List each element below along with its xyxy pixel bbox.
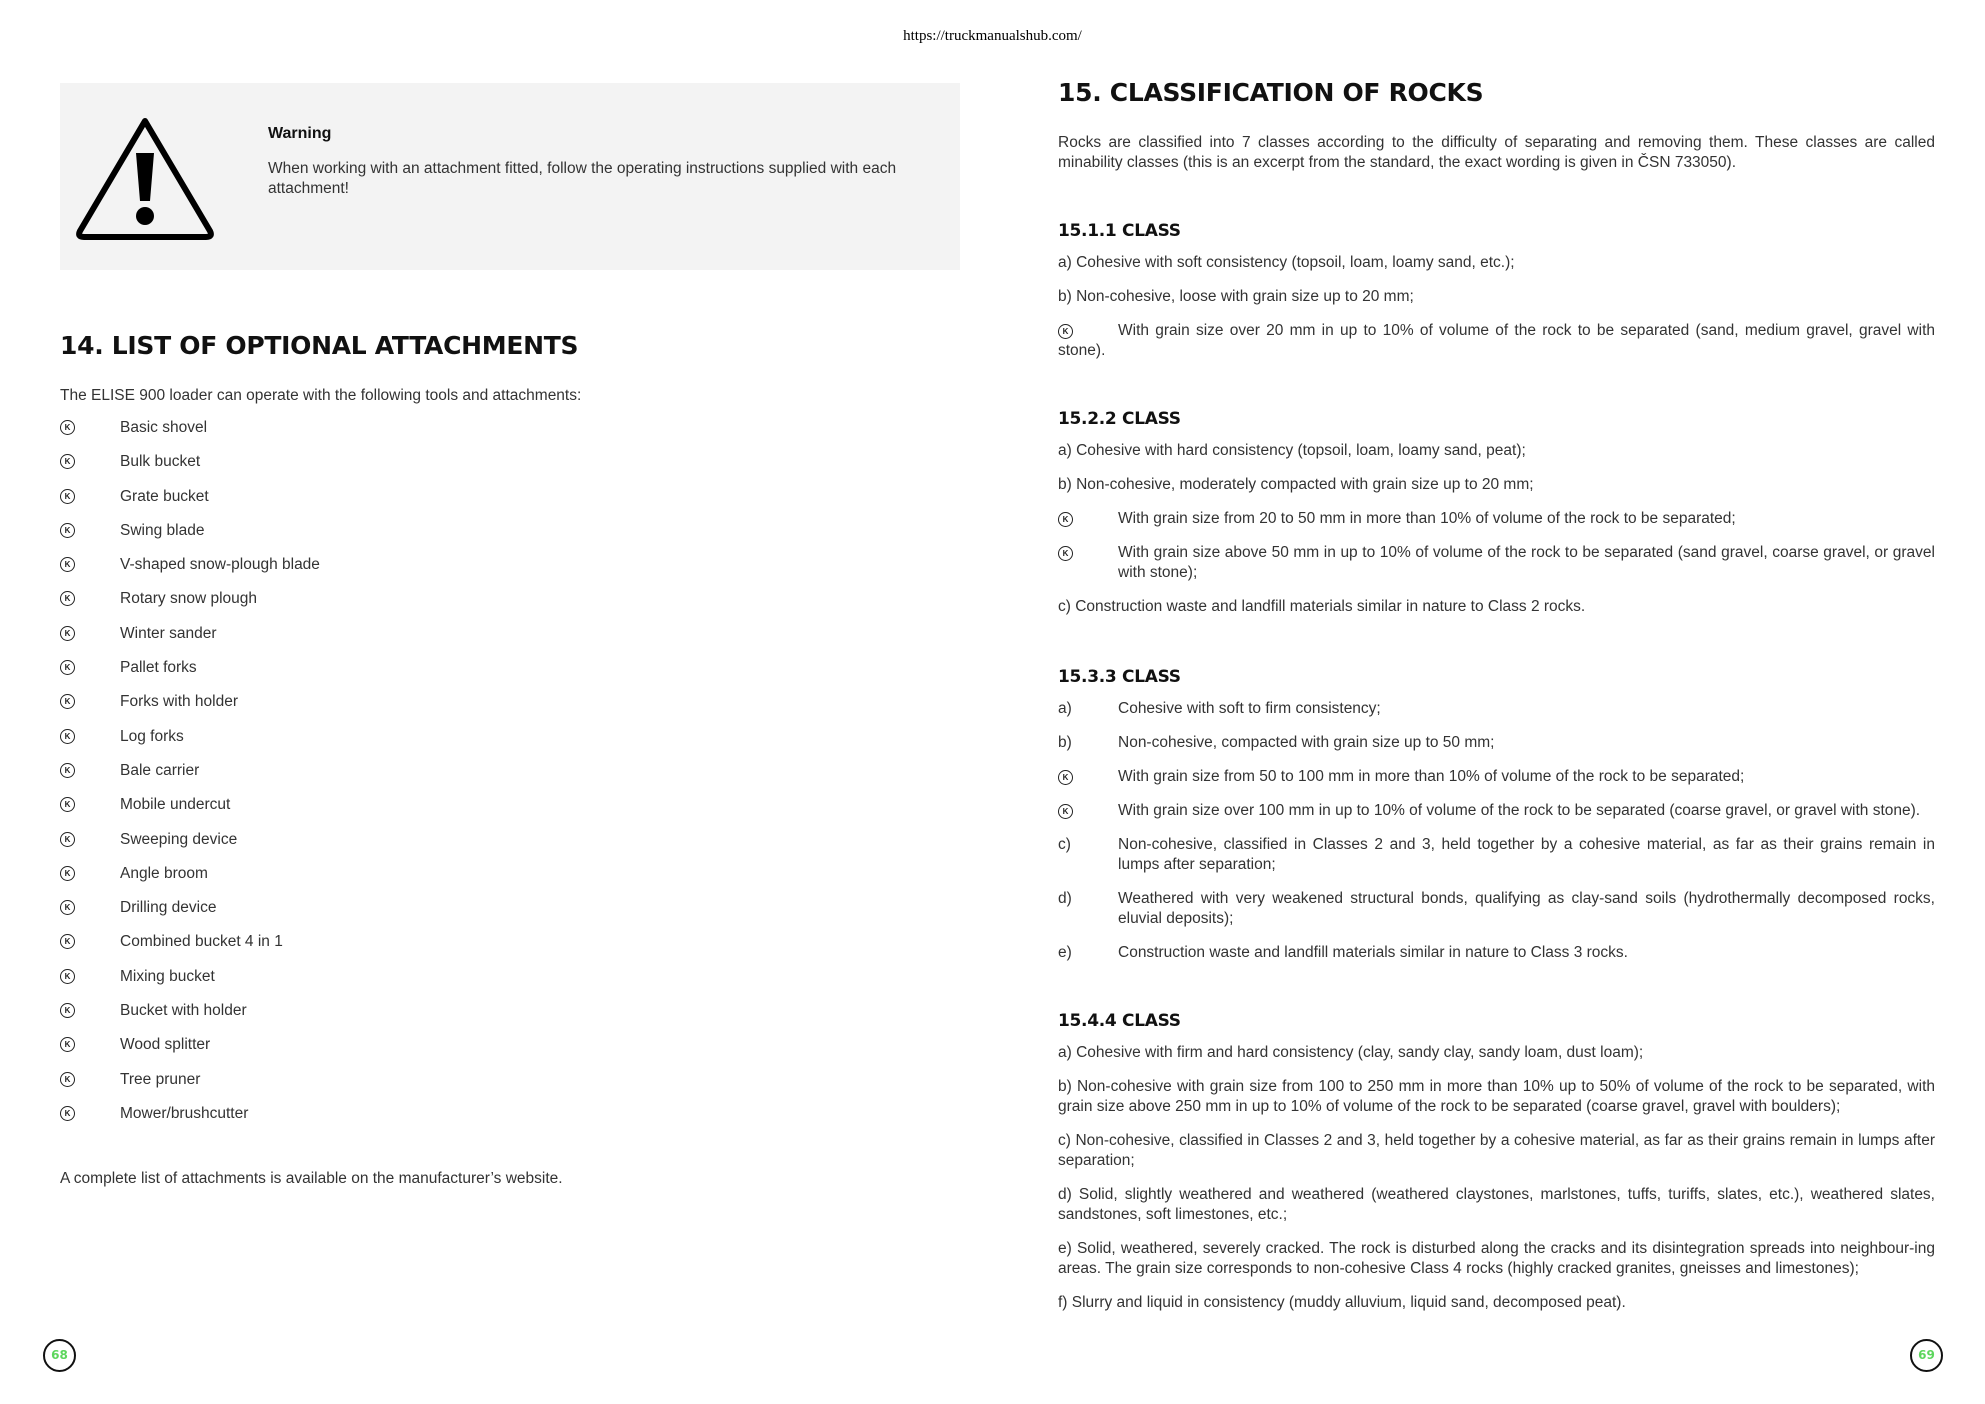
class-3-item-e-text: Construction waste and landfill materials similar in nature to Class 3 rocks. <box>1118 944 1628 961</box>
class-4-title: 15.4.4 CLASS <box>1058 1011 1181 1031</box>
section-15-title: 15. CLASSIFICATION OF ROCKS <box>1058 78 1484 107</box>
class-4-item-c: c) Non-cohesive, classified in Classes 2 and 3, held together by a cohesive material, as far as their grains remain in lumps after separation; <box>1058 1132 1935 1169</box>
attachment-item <box>60 1066 960 1100</box>
attachment-item <box>60 517 960 551</box>
attachment-item <box>60 1031 960 1065</box>
attachment-label: Pallet forks <box>120 659 197 677</box>
attachment-label: Bucket with holder <box>120 1002 247 1020</box>
bullet-icon: K <box>60 591 75 606</box>
class-3-item-b-label: b) <box>1058 734 1072 751</box>
warning-triangle-icon <box>70 113 220 243</box>
attachment-item <box>60 1100 960 1134</box>
attachment-label: Grate bucket <box>120 487 209 505</box>
class-3-item-b2-text: With grain size over 100 mm in up to 10% of volume of the rock to be separated (coarse gravel, or gravel with stone). <box>1118 802 1921 819</box>
attachment-label: Swing blade <box>120 521 205 539</box>
class-2-item-b: b) Non-cohesive, moderately compacted with grain size up to 20 mm; <box>1058 476 1534 493</box>
page-number-right: 69 <box>1910 1339 1943 1372</box>
bullet-icon: K <box>60 900 75 915</box>
bullet-icon: K <box>60 1072 75 1087</box>
attachment-label: Log forks <box>120 727 184 745</box>
attachment-item <box>60 654 960 688</box>
section-15-intro: Rocks are classified into 7 classes according to the difficulty of separating and removing them. These classes are called minability classes (this is an excerpt from the standard, the exact wording is given in ČSN 733050). <box>1058 134 1935 171</box>
class-2-block <box>1058 409 1935 617</box>
section-14-note: A complete list of attachments is available on the manufacturer’s website. <box>60 1170 563 1188</box>
class-2-title: 15.2.2 CLASS <box>1058 409 1181 429</box>
attachment-label: Bulk bucket <box>120 453 201 471</box>
source-url: https://truckmanualshub.com/ <box>903 28 1082 44</box>
class-3-item-e <box>1058 943 1935 963</box>
bullet-icon: K <box>60 934 75 949</box>
bullet-icon: K <box>60 626 75 641</box>
bullet-icon: K <box>60 1106 75 1121</box>
warning-box <box>60 83 960 270</box>
attachment-label: Mixing bucket <box>120 967 215 985</box>
attachment-label: Forks with holder <box>120 693 239 711</box>
bullet-icon: K <box>60 454 75 469</box>
class-2-item-a: a) Cohesive with hard consistency (topsoil, loam, loamy sand, peat); <box>1058 442 1526 459</box>
bullet-icon: K <box>60 660 75 675</box>
bullet-icon: K <box>60 694 75 709</box>
attachment-item <box>60 620 960 654</box>
attachment-label: Rotary snow plough <box>120 590 257 608</box>
bullet-icon: K <box>60 523 75 538</box>
class-3-item-d <box>1058 889 1935 929</box>
class-4-item-e: e) Solid, weathered, severely cracked. The rock is disturbed along the cracks and its disintegration spreads into neighbour-ing areas. The grain size corresponds to non-cohesive Class 4 rocks (highly cracked granites, gneisses and limestones); <box>1058 1240 1935 1277</box>
bullet-icon: K <box>60 420 75 435</box>
class-3-item-b-text: Non-cohesive, compacted with grain size up to 50 mm; <box>1118 734 1495 751</box>
class-3-item-e-label: e) <box>1058 944 1072 961</box>
class-4-item-f: f) Slurry and liquid in consistency (muddy alluvium, liquid sand, decomposed peat). <box>1058 1294 1626 1311</box>
attachment-item <box>60 483 960 517</box>
bullet-icon: K <box>60 763 75 778</box>
attachment-label: Basic shovel <box>120 419 208 436</box>
attachment-item <box>60 551 960 585</box>
attachment-label: Angle broom <box>120 864 208 882</box>
page-number-left: 68 <box>43 1339 76 1372</box>
right-page <box>1058 78 1935 1327</box>
attachment-label: Sweeping device <box>120 830 238 848</box>
class-4-item-d: d) Solid, slightly weathered and weathered (weathered claystones, marlstones, tuffs, turiffs, slates, etc.), weathered slates, sandstones, soft limestones, etc.; <box>1058 1186 1935 1223</box>
bullet-icon: K <box>60 866 75 881</box>
attachment-label: Winter sander <box>120 624 217 642</box>
class-1-block <box>1058 221 1935 361</box>
attachment-item <box>60 860 960 894</box>
bullet-icon: K <box>1058 324 1073 339</box>
class-3-item-c-text: Non-cohesive, classified in Classes 2 and 3, held together by a cohesive material, as far as their grains remain in lumps after separation; <box>1118 836 1935 873</box>
attachment-label: Combined bucket 4 in 1 <box>120 933 283 951</box>
class-2-item-b2-text: With grain size above 50 mm in up to 10% of volume of the rock to be separated (sand gravel, coarse gravel, or gravel with stone); <box>1118 544 1935 581</box>
attachments-list <box>60 414 960 1134</box>
bullet-icon: K <box>60 489 75 504</box>
bullet-icon: K <box>1058 546 1073 561</box>
class-1-title: 15.1.1 CLASS <box>1058 221 1181 241</box>
attachment-item <box>60 894 960 928</box>
bullet-icon: K <box>60 1003 75 1018</box>
class-2-item-b2 <box>1058 543 1935 583</box>
attachment-label: Drilling device <box>120 899 217 917</box>
class-2-item-b1 <box>1058 509 1935 529</box>
attachment-label: Mower/brushcutter <box>120 1104 249 1122</box>
attachment-item <box>60 585 960 619</box>
class-3-item-d-text: Weathered with very weakened structural bonds, qualifying as clay-sand soils (hydrothermally decomposed rocks, eluvial deposits); <box>1118 890 1935 927</box>
attachment-item <box>60 826 960 860</box>
class-3-title: 15.3.3 CLASS <box>1058 667 1181 687</box>
attachment-label: Mobile undercut <box>120 796 231 814</box>
attachment-item <box>60 723 960 757</box>
attachment-item <box>60 791 960 825</box>
class-3-item-a-label: a) <box>1058 700 1072 717</box>
class-1-item-a: a) Cohesive with soft consistency (topsoil, loam, loamy sand, etc.); <box>1058 254 1515 271</box>
class-4-block <box>1058 1011 1935 1313</box>
class-1-item-b1-text: With grain size over 20 mm in up to 10% of volume of the rock to be separated (sand, medium gravel, gravel with stone). <box>1058 322 1935 359</box>
attachment-label: V-shaped snow-plough blade <box>120 556 320 574</box>
bullet-icon: K <box>60 969 75 984</box>
class-3-item-a-text: Cohesive with soft to firm consistency; <box>1118 700 1381 717</box>
bullet-icon: K <box>60 557 75 572</box>
section-14-intro: The ELISE 900 loader can operate with the following tools and attachments: <box>60 387 582 404</box>
class-1-item-b1 <box>1058 321 1935 361</box>
attachment-item <box>60 448 960 482</box>
class-4-item-a: a) Cohesive with firm and hard consistency (clay, sandy clay, sandy loam, dust loam); <box>1058 1044 1644 1061</box>
class-3-item-a <box>1058 699 1935 719</box>
attachment-item <box>60 997 960 1031</box>
class-3-item-b1 <box>1058 767 1935 787</box>
warning-text: When working with an attachment fitted, follow the operating instructions supplied with each attachment! <box>268 160 897 197</box>
attachment-item <box>60 757 960 791</box>
class-3-item-c-label: c) <box>1058 836 1071 853</box>
class-3-block <box>1058 667 1935 963</box>
section-14-title: 14. LIST OF OPTIONAL ATTACHMENTS <box>60 331 579 360</box>
left-page <box>60 83 960 1189</box>
attachment-item <box>60 928 960 962</box>
bullet-icon: K <box>1058 804 1073 819</box>
attachment-label: Wood splitter <box>120 1036 211 1054</box>
class-2-item-b1-text: With grain size from 20 to 50 mm in more than 10% of volume of the rock to be separated; <box>1118 510 1736 527</box>
attachment-item <box>60 963 960 997</box>
class-3-item-d-label: d) <box>1058 890 1072 907</box>
bullet-icon: K <box>60 729 75 744</box>
warning-title: Warning <box>268 125 332 142</box>
bullet-icon: K <box>60 1037 75 1052</box>
class-3-item-b1-text: With grain size from 50 to 100 mm in more than 10% of volume of the rock to be separated; <box>1118 768 1745 785</box>
bullet-icon: K <box>1058 770 1073 785</box>
class-1-item-b: b) Non-cohesive, loose with grain size up to 20 mm; <box>1058 288 1414 305</box>
attachment-item <box>60 414 960 448</box>
bullet-icon: K <box>60 832 75 847</box>
class-3-item-b <box>1058 733 1935 753</box>
attachment-item <box>60 688 960 722</box>
class-4-item-b: b) Non-cohesive with grain size from 100 to 250 mm in more than 10% up to 50% of volume of the rock to be separated, with grain size above 250 mm in up to 10% of volume of the rock to be separated (coarse gravel, gravel with boulders); <box>1058 1078 1935 1115</box>
class-3-item-c <box>1058 835 1935 875</box>
attachment-label: Tree pruner <box>120 1070 201 1088</box>
class-2-item-c: c) Construction waste and landfill materials similar in nature to Class 2 rocks. <box>1058 598 1586 615</box>
bullet-icon: K <box>1058 512 1073 527</box>
attachment-label: Bale carrier <box>120 761 200 779</box>
bullet-icon: K <box>60 797 75 812</box>
class-3-item-b2 <box>1058 801 1935 821</box>
